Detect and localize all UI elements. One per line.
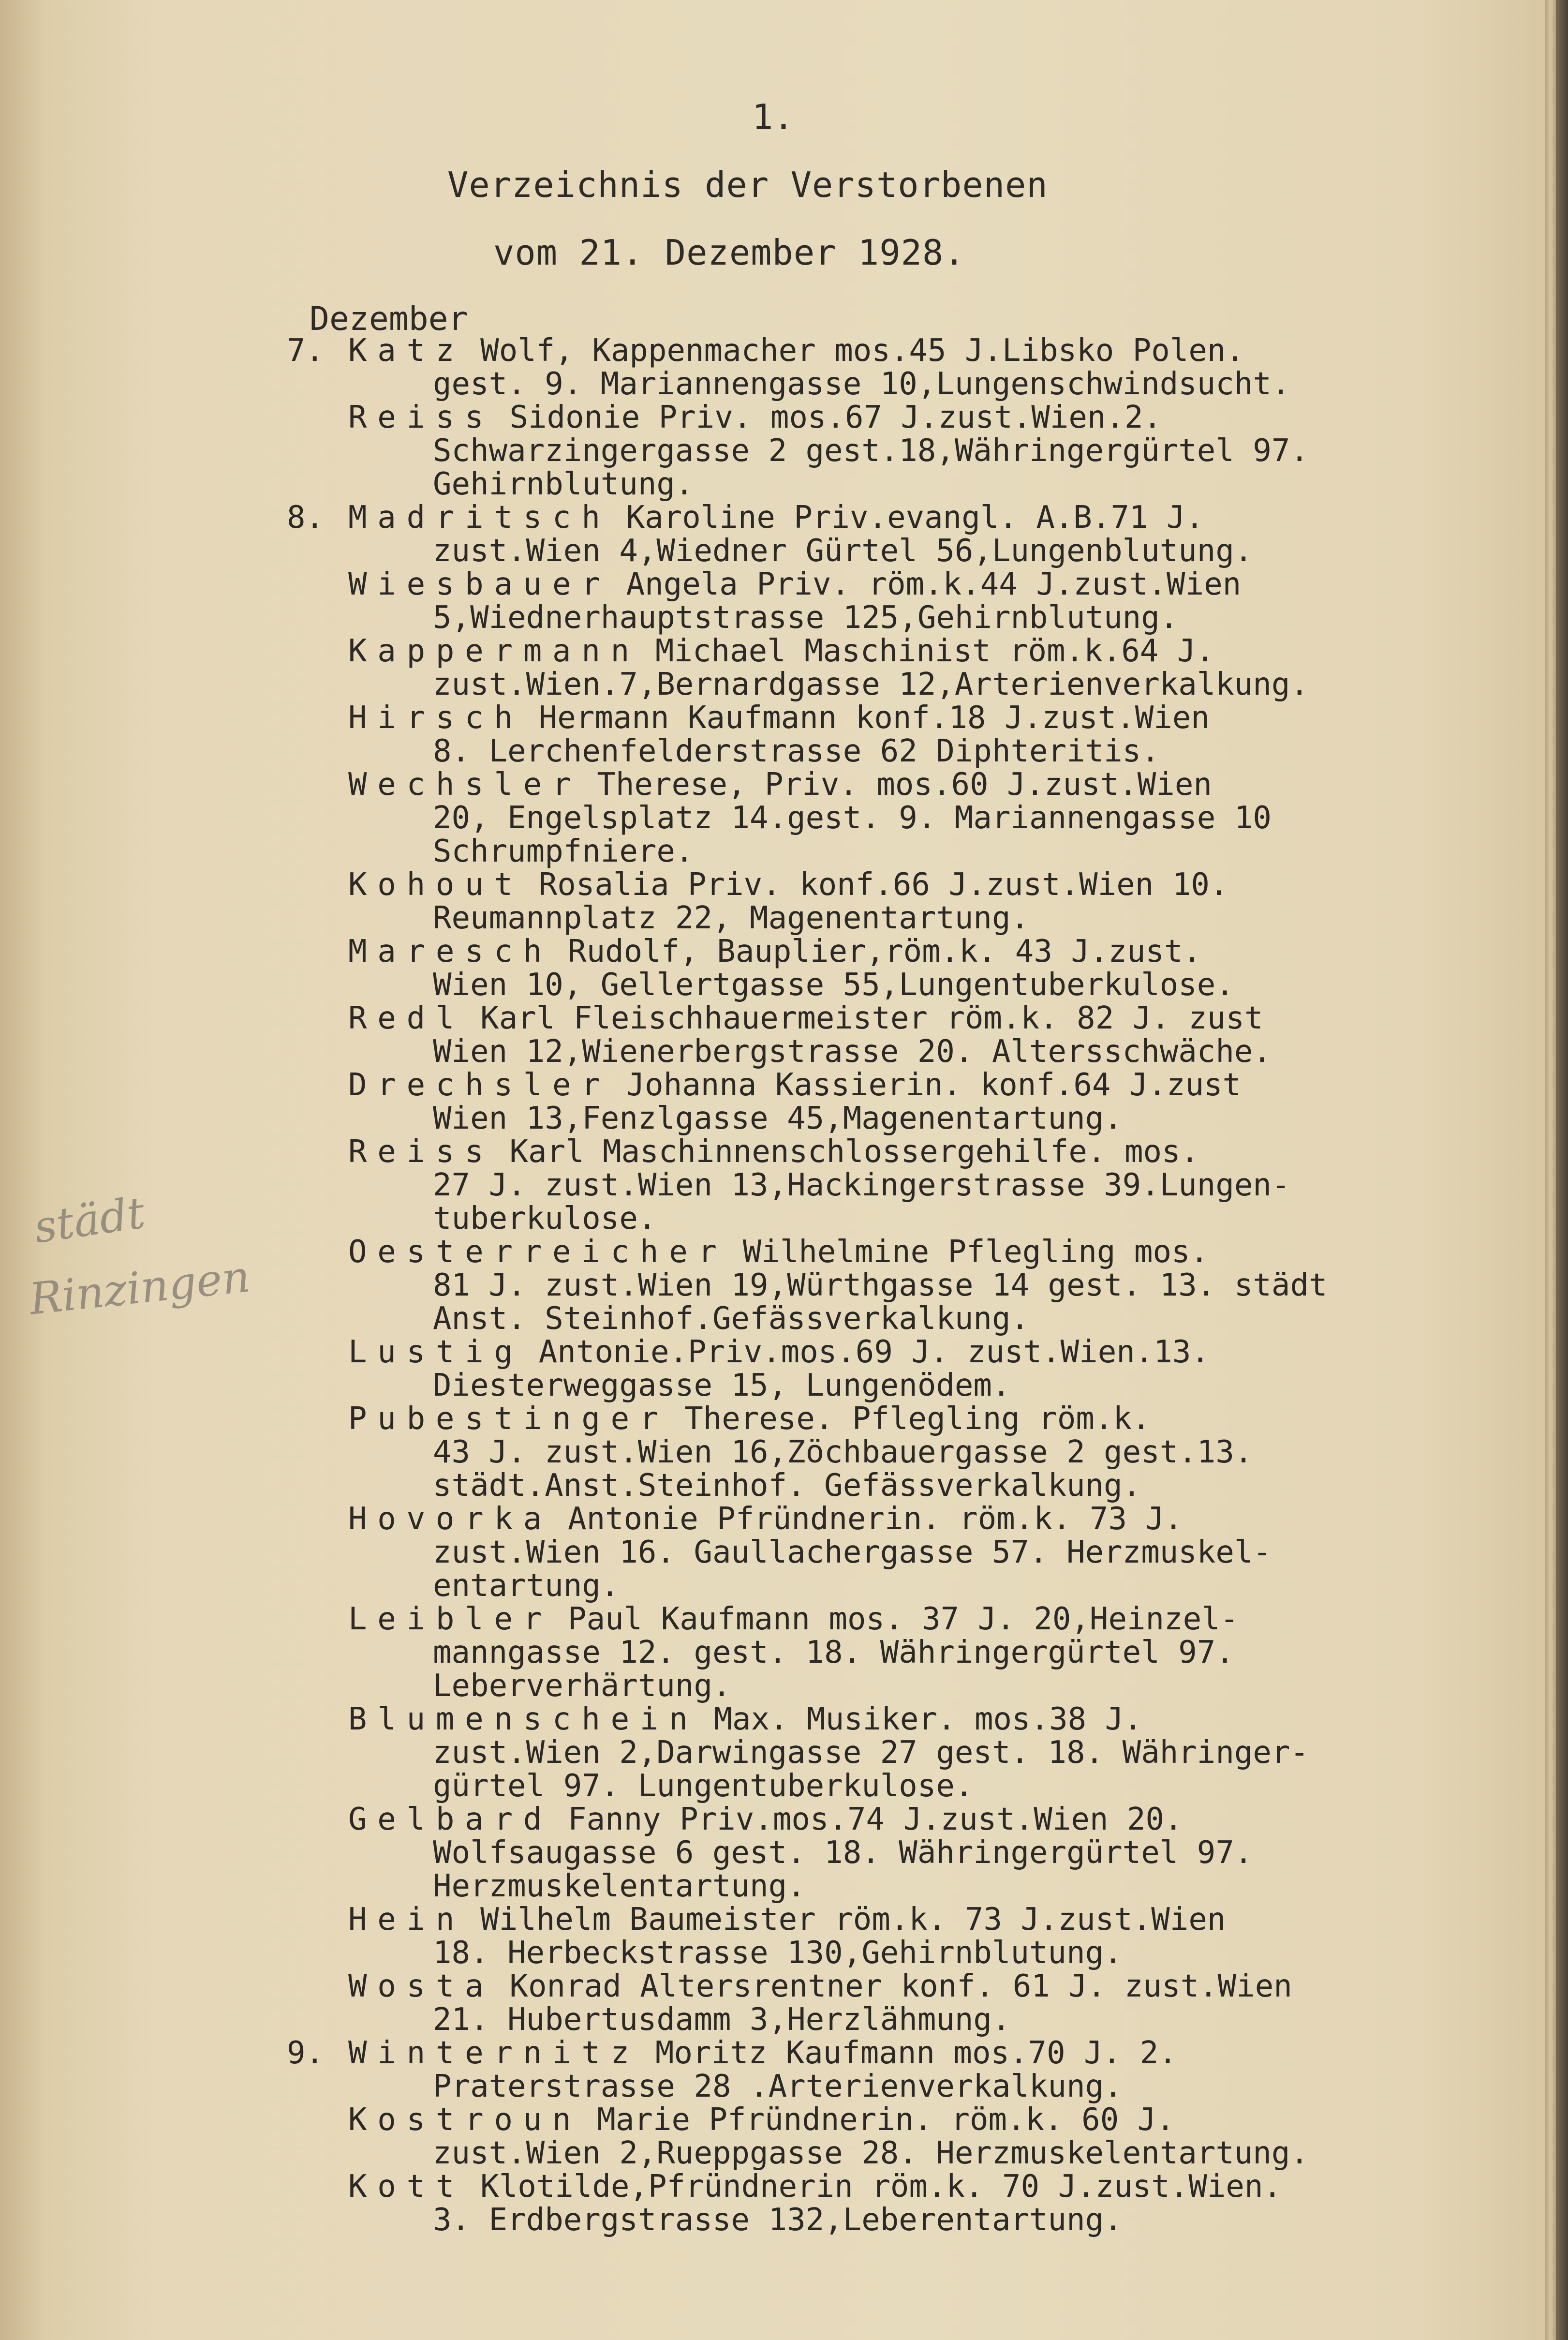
entry-continuation-line: 8. Lerchenfelderstrasse 62 Diphteritis. xyxy=(433,733,1160,769)
entry-continuation-line: gürtel 97. Lungentuberkulose. xyxy=(433,1768,974,1804)
entry-first-line xyxy=(348,2036,1177,2070)
page-edge-shadow xyxy=(1556,0,1568,2340)
entry-details: Antonie.Priv.mos.69 J. zust.Wien.13. xyxy=(538,1334,1210,1370)
entry-first-line xyxy=(348,701,1210,735)
entry-details: Wilhelm Baumeister röm.k. 73 J.zust.Wien xyxy=(480,1902,1226,1938)
entry-surname: Blumenschein xyxy=(348,1701,698,1737)
entry-first-line xyxy=(348,1068,1241,1102)
entry-surname: Reiss xyxy=(348,400,494,435)
entry-surname: Kostroun xyxy=(348,2102,582,2138)
entry-surname: Hirsch xyxy=(348,700,523,736)
entry-details: Karoline Priv.evangl. A.B.71 J. xyxy=(626,500,1204,536)
entry-continuation-line: Wien 12,Wienerbergstrasse 20. Altersschwäche. xyxy=(433,1034,1272,1070)
entry-surname: Kott xyxy=(348,2169,465,2205)
entry-day: 9. xyxy=(286,2035,324,2071)
margin-note: Rinzingen xyxy=(27,1251,252,1325)
entry-surname: Reiss xyxy=(348,1134,494,1170)
entry-first-line xyxy=(348,2170,1282,2204)
entry-continuation-line: städt.Anst.Steinhof. Gefässverkalkung. xyxy=(433,1468,1141,1504)
entry-first-line xyxy=(348,935,1201,969)
entry-continuation-line: Leberverhärtung. xyxy=(433,1668,731,1704)
entry-first-line xyxy=(348,1335,1210,1369)
document-subtitle: vom 21. Dezember 1928. xyxy=(493,232,965,273)
margin-note: städt xyxy=(30,1187,148,1253)
entry-continuation-line: tuberkulose. xyxy=(433,1201,657,1237)
entry-surname: Redl xyxy=(348,1000,465,1036)
entry-details: Therese, Priv. mos.60 J.zust.Wien xyxy=(597,767,1212,803)
entry-continuation-line: Wien 13,Fenzlgasse 45,Magenentartung. xyxy=(433,1101,1123,1136)
entry-surname: Maresch xyxy=(348,934,553,969)
entry-details: Sidonie Priv. mos.67 J.zust.Wien.2. xyxy=(509,400,1162,435)
entry-continuation-line: 43 J. zust.Wien 16,Zöchbauergasse 2 gest.13. xyxy=(433,1434,1253,1470)
entry-first-line xyxy=(348,634,1214,668)
entry-first-line xyxy=(348,1402,1151,1436)
entry-continuation-line: zust.Wien.7,Bernardgasse 12,Arterienverkalkung. xyxy=(433,667,1309,702)
entry-first-line xyxy=(348,1502,1183,1536)
entry-details: Wolf, Kappenmacher mos.45 J.Libsko Polen. xyxy=(480,333,1244,369)
entry-continuation-line: Wolfsaugasse 6 gest. 18. Währingergürtel 97. xyxy=(433,1835,1253,1871)
entry-surname: Hein xyxy=(348,1902,465,1938)
entry-details: Paul Kaufmann mos. 37 J. 20,Heinzel- xyxy=(568,1601,1239,1637)
entry-continuation-line: Reumannplatz 22, Magenentartung. xyxy=(433,900,1029,936)
entry-details: Wilhelmine Pflegling mos. xyxy=(742,1234,1209,1270)
entry-surname: Wosta xyxy=(348,1968,494,2004)
entry-surname: Kappermann xyxy=(348,633,640,669)
page-number: 1. xyxy=(752,97,794,137)
page-edge xyxy=(1545,0,1556,2340)
entry-surname: Winternitz xyxy=(348,2035,640,2071)
entry-details: Moritz Kaufmann mos.70 J. 2. xyxy=(655,2035,1177,2071)
entry-continuation-line: 27 J. zust.Wien 13,Hackingerstrasse 39.Lungen- xyxy=(433,1167,1290,1203)
entry-surname: Drechsler xyxy=(348,1067,611,1103)
month-heading: Dezember xyxy=(310,300,468,338)
entry-continuation-line: manngasse 12. gest. 18. Währingergürtel 97. xyxy=(433,1635,1234,1670)
entry-details: Karl Fleischhauermeister röm.k. 82 J. zust xyxy=(480,1000,1263,1036)
entry-continuation-line: zust.Wien 2,Rueppgasse 28. Herzmuskelentartung. xyxy=(433,2135,1309,2171)
entry-continuation-line: Anst. Steinhof.Gefässverkalkung. xyxy=(433,1301,1029,1337)
document-title: Verzeichnis der Verstorbenen xyxy=(447,164,1048,205)
entry-surname: Oesterreicher xyxy=(348,1234,727,1270)
entry-first-line xyxy=(348,1135,1199,1169)
entry-continuation-line: 5,Wiednerhauptstrasse 125,Gehirnblutung. xyxy=(433,600,1179,636)
entry-continuation-line: zust.Wien 16. Gaullachergasse 57. Herzmuskel- xyxy=(433,1535,1272,1570)
entry-continuation-line: 20, Engelsplatz 14.gest. 9. Mariannengasse 10 xyxy=(433,800,1272,836)
entry-first-line xyxy=(348,334,1244,368)
entry-continuation-line: Wien 10, Gellertgasse 55,Lungentuberkulose. xyxy=(433,967,1234,1003)
entry-first-line xyxy=(348,1235,1209,1269)
entry-first-line xyxy=(348,1803,1183,1836)
entry-surname: Madritsch xyxy=(348,500,611,536)
entry-surname: Katz xyxy=(348,333,465,369)
entry-continuation-line: 21. Hubertusdamm 3,Herzlähmung. xyxy=(433,2002,1011,2038)
entry-first-line xyxy=(348,2103,1175,2137)
entry-details: Marie Pfründnerin. röm.k. 60 J. xyxy=(597,2102,1175,2138)
entry-first-line xyxy=(348,1702,1142,1736)
entry-details: Fanny Priv.mos.74 J.zust.Wien 20. xyxy=(568,1802,1183,1837)
entry-surname: Leibler xyxy=(348,1601,553,1637)
entry-details: Karl Maschinnenschlossergehilfe. mos. xyxy=(509,1134,1199,1170)
entry-details: Therese. Pflegling röm.k. xyxy=(684,1401,1151,1437)
entry-surname: Pubestinger xyxy=(348,1401,669,1437)
entry-continuation-line: Praterstrasse 28 .Arterienverkalkung. xyxy=(433,2069,1123,2104)
entry-continuation-line: Herzmuskelentartung. xyxy=(433,1868,806,1904)
entry-surname: Hovorka xyxy=(348,1501,553,1537)
entry-details: Klotilde,Pfründnerin röm.k. 70 J.zust.Wien. xyxy=(480,2169,1282,2205)
entry-first-line xyxy=(348,567,1241,601)
entry-continuation-line: 3. Erdbergstrasse 132,Leberentartung. xyxy=(433,2202,1123,2238)
entry-continuation-line: Schrumpfniere. xyxy=(433,834,694,869)
entry-details: Max. Musiker. mos.38 J. xyxy=(713,1701,1142,1737)
entry-first-line xyxy=(348,1001,1263,1035)
entry-details: Konrad Altersrentner konf. 61 J. zust.Wien xyxy=(509,1968,1292,2004)
entry-surname: Wechsler xyxy=(348,767,582,803)
entry-first-line xyxy=(348,868,1228,902)
entry-continuation-line: Diesterweggasse 15, Lungenödem. xyxy=(433,1368,1011,1403)
entry-continuation-line: zust.Wien 2,Darwingasse 27 gest. 18. Währinger- xyxy=(433,1735,1309,1771)
entry-first-line xyxy=(348,401,1162,434)
entry-first-line xyxy=(348,501,1204,535)
entry-continuation-line: zust.Wien 4,Wiedner Gürtel 56,Lungenblutung. xyxy=(433,533,1253,569)
entry-continuation-line: Gehirnblutung. xyxy=(433,466,694,502)
entry-surname: Lustig xyxy=(348,1334,523,1370)
entry-details: Johanna Kassierin. konf.64 J.zust xyxy=(626,1067,1242,1103)
entry-details: Hermann Kaufmann konf.18 J.zust.Wien xyxy=(538,700,1210,736)
entry-surname: Gelbard xyxy=(348,1802,553,1837)
entry-surname: Kohout xyxy=(348,867,523,903)
entry-details: Rosalia Priv. konf.66 J.zust.Wien 10. xyxy=(538,867,1228,903)
entry-day: 7. xyxy=(286,333,324,369)
entry-continuation-line: entartung. xyxy=(433,1568,620,1604)
entry-continuation-line: 18. Herbeckstrasse 130,Gehirnblutung. xyxy=(433,1935,1123,1971)
entry-first-line xyxy=(348,1903,1226,1937)
entry-continuation-line: Schwarzingergasse 2 gest.18,Währingergürtel 97. xyxy=(433,433,1309,469)
entry-first-line xyxy=(348,1602,1239,1636)
entry-day: 8. xyxy=(286,500,324,536)
entry-details: Antonie Pfründnerin. röm.k. 73 J. xyxy=(568,1501,1183,1537)
entry-first-line xyxy=(348,768,1212,802)
entry-details: Michael Maschinist röm.k.64 J. xyxy=(655,633,1214,669)
entry-surname: Wiesbauer xyxy=(348,566,611,602)
entry-continuation-line: 81 J. zust.Wien 19,Würthgasse 14 gest. 13. städt xyxy=(433,1267,1328,1303)
entry-first-line xyxy=(348,1969,1292,2003)
entry-continuation-line: gest. 9. Mariannengasse 10,Lungenschwindsucht. xyxy=(433,366,1290,402)
entry-details: Angela Priv. röm.k.44 J.zust.Wien xyxy=(626,566,1242,602)
entry-details: Rudolf, Bauplier,röm.k. 43 J.zust. xyxy=(568,934,1202,969)
